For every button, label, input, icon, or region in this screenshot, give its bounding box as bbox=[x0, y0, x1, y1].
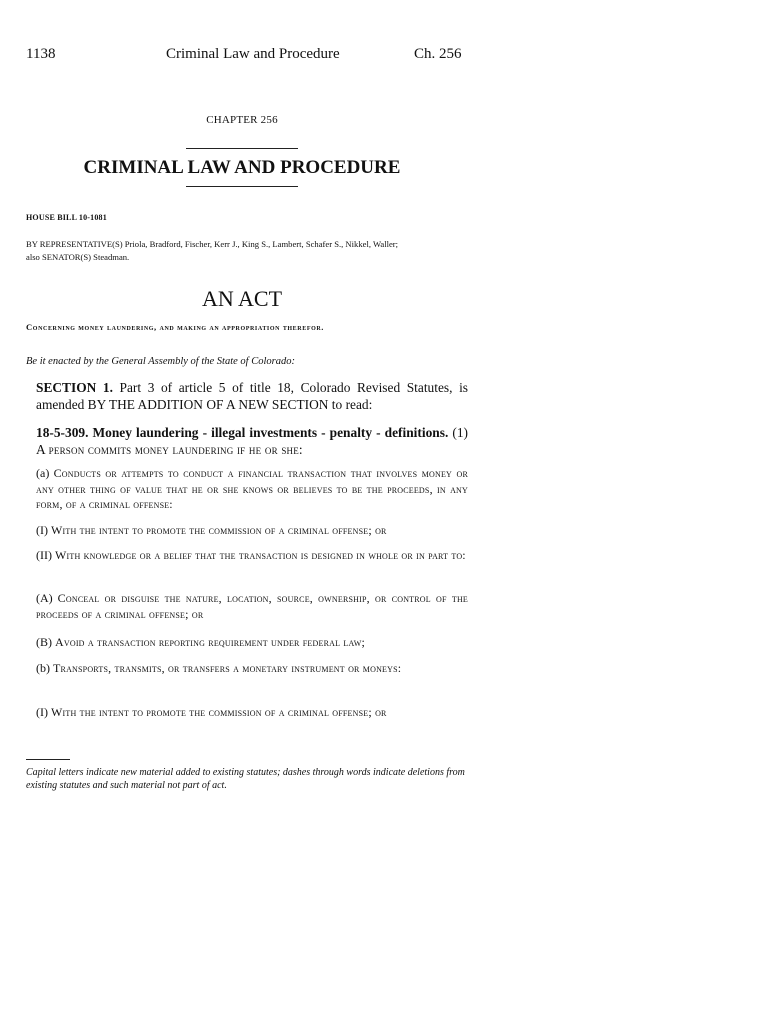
bill-number: HOUSE BILL 10-1081 bbox=[26, 213, 107, 222]
paragraph-B bbox=[26, 634, 468, 651]
paragraph-a-I-text: With the intent to promote the commission of a criminal offense; or bbox=[51, 523, 387, 537]
subsection-1-text: A person commits money laundering if he or she: bbox=[36, 442, 303, 457]
chapter-title: CRIMINAL LAW AND PROCEDURE bbox=[83, 157, 401, 178]
enacting-clause: Be it enacted by the General Assembly of the State of Colorado: bbox=[26, 356, 295, 367]
section-1-paragraph bbox=[26, 379, 468, 413]
paragraph-b-I bbox=[26, 704, 468, 721]
act-heading: AN ACT bbox=[201, 286, 283, 311]
paragraph-a-II-label: (II) bbox=[36, 548, 52, 562]
act-concerning: Concerning money laundering, and making an appropriation therefor. bbox=[26, 322, 325, 332]
sponsors-line-1: BY REPRESENTATIVE(S) Priola, Bradford, Fischer, Kerr J., King S., Lambert, Schafer S., Nikkel, Waller; bbox=[26, 239, 399, 249]
chapter-reference: Ch. 256 bbox=[414, 46, 462, 62]
footnote-rule bbox=[26, 759, 70, 760]
running-title: Criminal Law and Procedure bbox=[166, 46, 340, 62]
paragraph-a-II bbox=[26, 548, 468, 564]
statute-paragraph bbox=[26, 424, 468, 458]
sponsors-line-2: also SENATOR(S) Steadman. bbox=[26, 251, 130, 262]
statute-heading: 18-5-309. Money laundering - illegal investments - penalty - definitions. bbox=[36, 425, 449, 440]
paragraph-a-II-text: With knowledge or a belief that the transaction is designed in whole or in part to: bbox=[54, 548, 466, 562]
page-number: 1138 bbox=[26, 46, 56, 62]
paragraph-B-text: Avoid a transaction reporting requirement under federal law; bbox=[55, 635, 366, 649]
chapter-label: CHAPTER 256 bbox=[206, 114, 278, 126]
title-rule-bottom bbox=[186, 186, 298, 187]
section-label: SECTION 1. bbox=[36, 380, 113, 395]
paragraph-a bbox=[26, 466, 468, 513]
paragraph-b-I-label: (I) bbox=[36, 705, 48, 719]
paragraph-a-I bbox=[26, 522, 468, 539]
section-text: Part 3 of article 5 of title 18, Colorado Revised Statutes, is amended BY THE ADDITION OF A NEW SECTION to read: bbox=[36, 380, 469, 412]
subsection-1-label: (1) bbox=[452, 425, 468, 440]
paragraph-a-label: (a) bbox=[36, 466, 50, 480]
paragraph-A bbox=[26, 591, 468, 622]
paragraph-a-I-label: (I) bbox=[36, 523, 48, 537]
paragraph-A-text: Conceal or disguise the nature, location, source, ownership, or control of the proceeds of a criminal offense; or bbox=[36, 591, 469, 621]
title-rule-top bbox=[186, 148, 298, 149]
paragraph-a-text: Conducts or attempts to conduct a financial transaction that involves money or any other thing of value that he or she knows or believes to be the proceeds, in any form, of a criminal offense: bbox=[36, 466, 469, 511]
paragraph-b-text: Transports, transmits, or transfers a monetary instrument or moneys: bbox=[53, 661, 402, 675]
paragraph-b-label: (b) bbox=[36, 661, 50, 675]
paragraph-b bbox=[26, 661, 468, 677]
paragraph-A-label: (A) bbox=[36, 591, 53, 605]
paragraph-b-I-text: With the intent to promote the commission of a criminal offense; or bbox=[51, 705, 387, 719]
sponsors bbox=[26, 238, 466, 263]
footnote: Capital letters indicate new material added to existing statutes; dashes through words indicate deletions from existing statutes and such material not part of act. bbox=[26, 767, 465, 791]
paragraph-B-label: (B) bbox=[36, 635, 52, 649]
